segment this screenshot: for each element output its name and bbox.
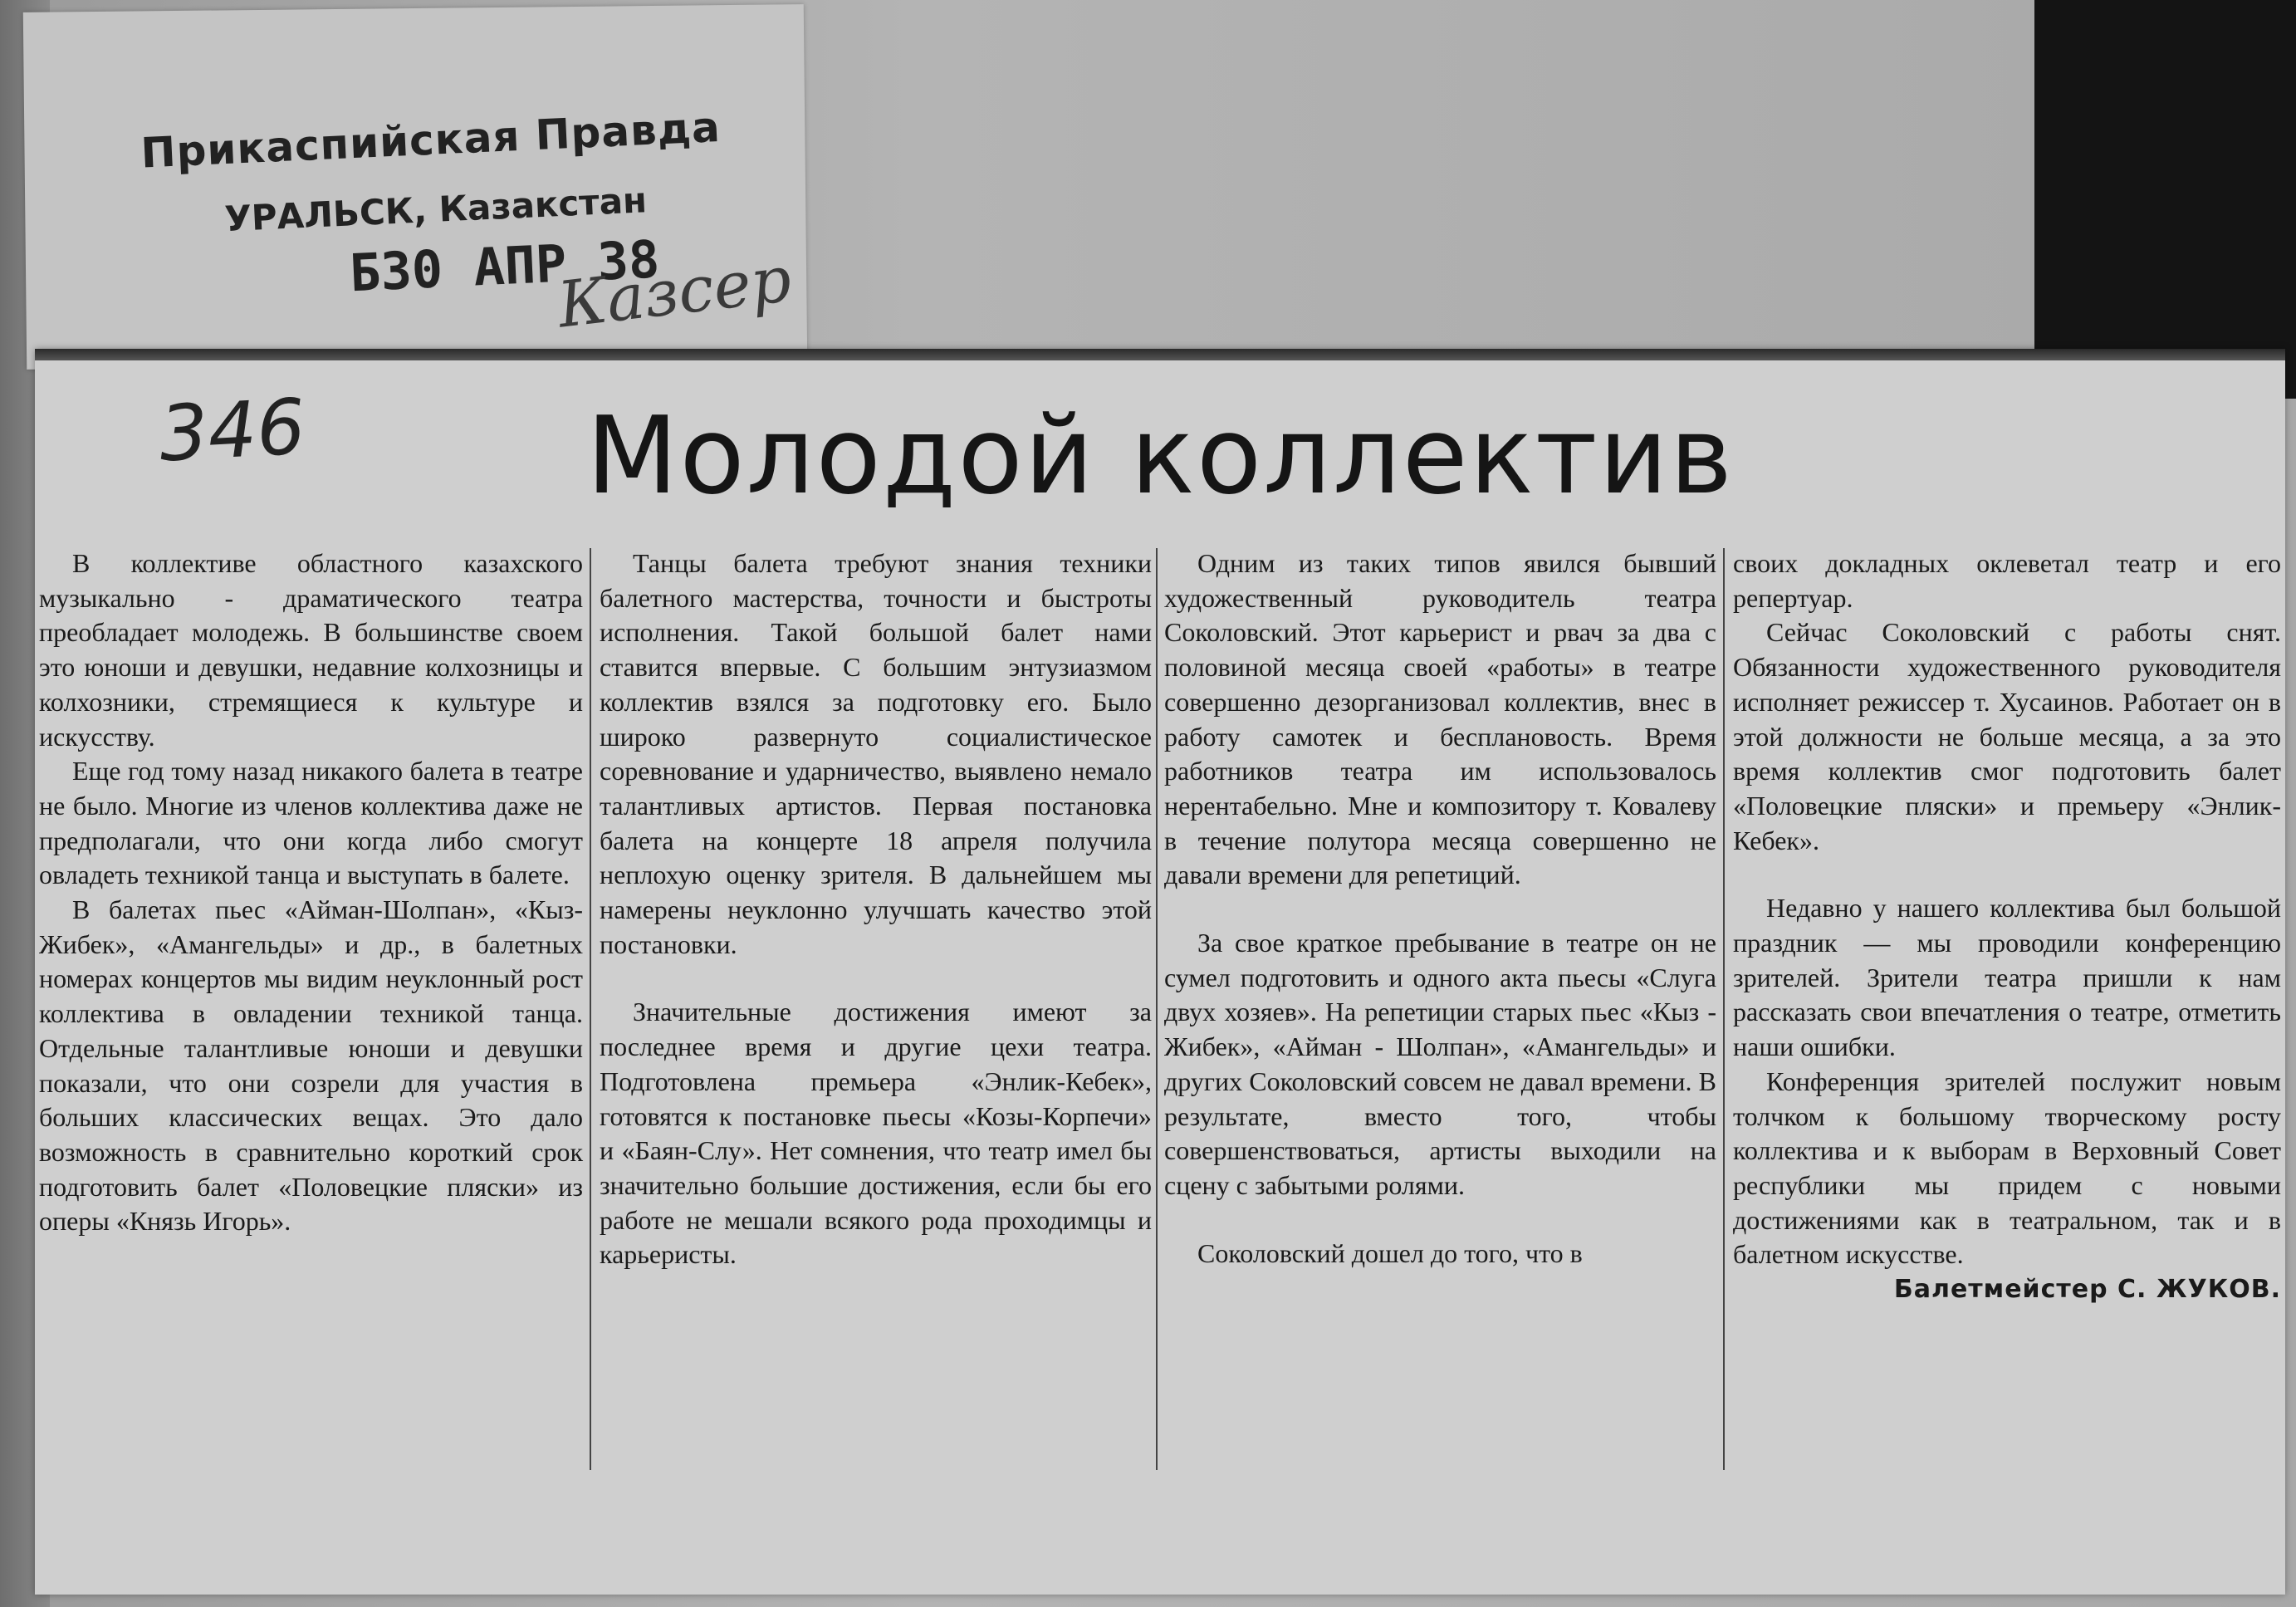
paragraph: Значительные достижения имеют за последнее время и другие цехи театра. Подготовлена премьера «Энлик-Кебек», готовятся к постановке пьесы «Козы-Корпечи» и «Баян-Слу». Нет сомнения, что театр имел бы значительно большие достижения, если бы его работе не мешали всякого рода проходимцы и карьеристы. xyxy=(600,997,1152,1270)
stamp-city: УРАЛЬСК, Казакстан xyxy=(223,179,648,240)
paragraph: Одним из таких типов явился бывший художественный руководитель театра Соколовский. Этот карьерист и рвач за два с половиной месяца своей «работы» в театре совершенно дезорганизовал коллектив, внес в работу самотек и бесплановость. Время работников театра им использовалось нерентабельно. Мне и композитору т. Ковалеву в течение полутора месяца совершенно не давали времени для репетиций. xyxy=(1164,548,1716,890)
paragraph: Недавно у нашего коллектива был большой праздник — мы проводили конференцию зрителей. Зрители театра пришли к нам рассказать свои впечатления о театре, отметить наши ошибки. xyxy=(1733,893,2281,1062)
newspaper-clipping xyxy=(35,349,2285,1595)
article-column-1 xyxy=(39,546,583,1510)
paragraph: Соколовский дошел до того, что в xyxy=(1197,1237,1583,1268)
archive-stamp-slip xyxy=(23,4,807,370)
paragraph: Танцы балета требуют знания техники балетного мастерства, точности и быстроты исполнения. Такой большой балет нами ставится впервые. С большим энтузиазмом коллектив взялся за подготовку его. Было широко развернуто социалистическое соревнование и ударничество, выявлено немало талантливых артистов. Первая постановка балета на концерте 18 апреля получила неплохую оценку зрителя. В дальнейшем мы намерены неуклонно улучшать качество этой постановки. xyxy=(600,548,1152,959)
paragraph: В коллективе областного казахского музыкально - драматического театра преобладает молодежь. В большинстве своем это юноши и девушки, недавние колхозницы и колхозники, стремящиеся к культуре и искусству. xyxy=(39,548,583,752)
author-signature: Балетмейстер С. ЖУКОВ. xyxy=(1893,1275,2281,1305)
stamp-newspaper-name: Прикаспийская Правда xyxy=(140,102,722,178)
column-divider xyxy=(1723,548,1725,1470)
column-divider xyxy=(590,548,591,1470)
handwritten-page-number: 346 xyxy=(157,382,308,479)
paragraph: Еще год тому назад никакого балета в театре не было. Многие из членов коллектива даже не предполагали, что они когда либо смогут овладеть техникой танца и выступать в балете. xyxy=(39,756,583,890)
paragraph: Сейчас Соколовский с работы снят. Обязанности художественного руководителя исполняет режиссер т. Хусаинов. Работает он в этой должности не больше месяца, а за это время коллектив смог подготовить балет «Половецкие пляски» и премьеру «Энлик-Кебек». xyxy=(1733,617,2281,855)
article-column-2 xyxy=(600,546,1152,1510)
stamp-date: Б30 АПР 38 xyxy=(348,228,661,304)
top-rule xyxy=(35,349,2285,360)
article-column-3 xyxy=(1164,546,1716,1510)
handwritten-note: Казсер xyxy=(554,241,796,342)
article-column-4 xyxy=(1733,546,2281,1510)
article-headline: Молодой коллектив xyxy=(585,394,1735,518)
dark-corner xyxy=(2034,0,2296,399)
paragraph: В балетах пьес «Айман-Шолпан», «Кыз-Жибек», «Амангельды» и др., в балетных номерах концертов мы видим неуклонный рост коллектива в овладении техникой танца. Отдельные талантливые юноши и девушки показали, что они созрели для участия в больших классических вещах. Это дало возможность в сравнительно короткий срок подготовить балет «Половецкие пляски» из оперы «Князь Игорь». xyxy=(39,894,583,1237)
paragraph: своих докладных оклеветал театр и его репертуар. xyxy=(1733,548,2281,613)
paragraph: За свое краткое пребывание в театре он не сумел подготовить и одного акта пьесы «Слуга двух хозяев». На репетиции старых пьес «Кыз - Жибек», «Айман - Шолпан», «Амангельды» и других Соколовский совсем не давал времени. В результате, вместо того, чтобы совершенствоваться, артисты выходили на сцену с забытыми ролями. xyxy=(1164,928,1716,1200)
paragraph: Конференция зрителей послужит новым толчком к большому творческому росту коллектива и к выборам в Верховный Совет республики мы придем с новыми достижениями как в театральном, так и в балетном искусстве. xyxy=(1733,1066,2281,1270)
column-divider xyxy=(1156,548,1158,1470)
